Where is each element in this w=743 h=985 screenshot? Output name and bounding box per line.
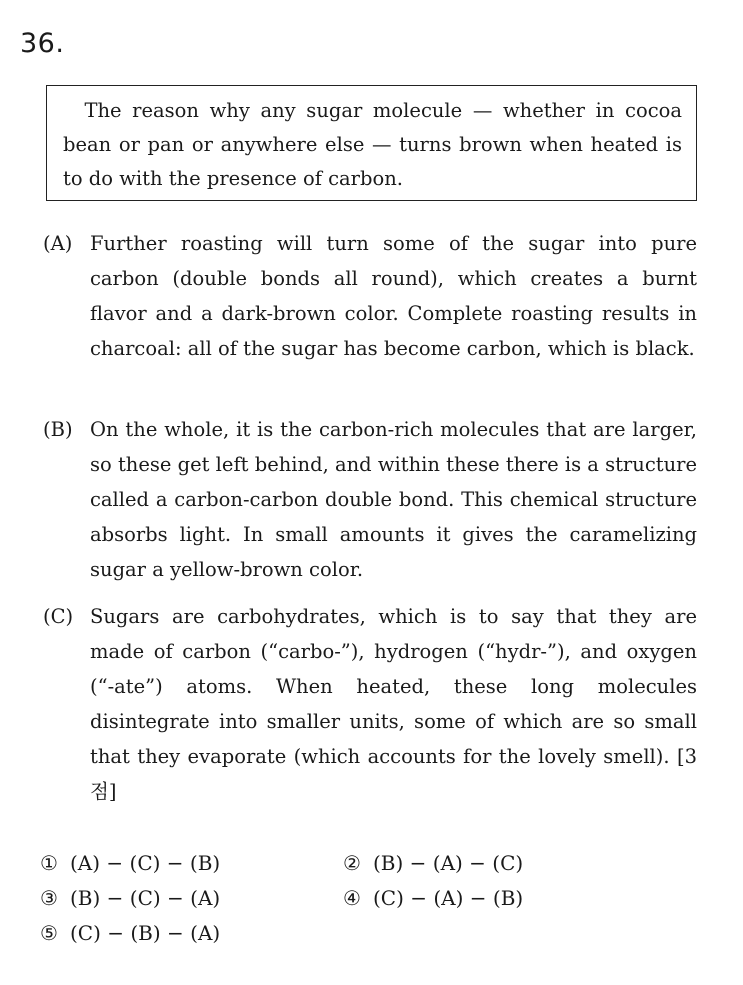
choice-number: ①	[40, 851, 58, 875]
choice-1[interactable]	[40, 846, 220, 881]
choice-3[interactable]	[40, 881, 220, 916]
paragraph-label: (A)	[43, 232, 73, 255]
choice-number: ⑤	[40, 921, 58, 945]
paragraph-label: (C)	[43, 605, 74, 628]
choice-text: (B) − (C) − (A)	[70, 886, 221, 910]
choice-text: (C) − (A) − (B)	[373, 886, 524, 910]
choice-number: ②	[343, 851, 361, 875]
paragraph-a	[43, 226, 697, 366]
paragraph-text: On the whole, it is the carbon-rich molecules that are larger, so these get left behind, and within these there is a structure called a carbon-carbon double bond. This chemical structure absorbs light. In small amounts it gives the caramelizing sugar a yellow-brown color.	[90, 418, 697, 581]
question-number: 36.	[20, 28, 65, 59]
choice-2[interactable]	[343, 846, 523, 881]
paragraph-text: Further roasting will turn some of the sugar into pure carbon (double bonds all round), which creates a burnt flavor and a dark-brown color. Complete roasting results in charcoal: all of the sugar has become carbon, which is black.	[90, 232, 697, 360]
choice-number: ④	[343, 886, 361, 910]
choice-text: (A) − (C) − (B)	[70, 851, 221, 875]
given-sentence: The reason why any sugar molecule — whether in cocoa bean or pan or anywhere else — turns brown when heated is to do with the presence of carbon.	[63, 99, 682, 190]
choice-5[interactable]	[40, 916, 220, 951]
choice-text: (C) − (B) − (A)	[70, 921, 221, 945]
paragraph-c	[43, 599, 697, 809]
given-sentence-box	[46, 85, 697, 201]
choice-number: ③	[40, 886, 58, 910]
paragraph-b	[43, 412, 697, 587]
choice-text: (B) − (A) − (C)	[373, 851, 524, 875]
paragraph-text: Sugars are carbohydrates, which is to say that they are made of carbon (“carbo-”), hydrogen (“hydr-”), and oxygen (“-ate”) atoms. When heated, these long molecules disintegrate into smaller units, some of which are so small that they evaporate (which accounts for the lovely smell). [3점]	[90, 605, 697, 803]
paragraph-label: (B)	[43, 418, 73, 441]
choice-4[interactable]	[343, 881, 523, 916]
